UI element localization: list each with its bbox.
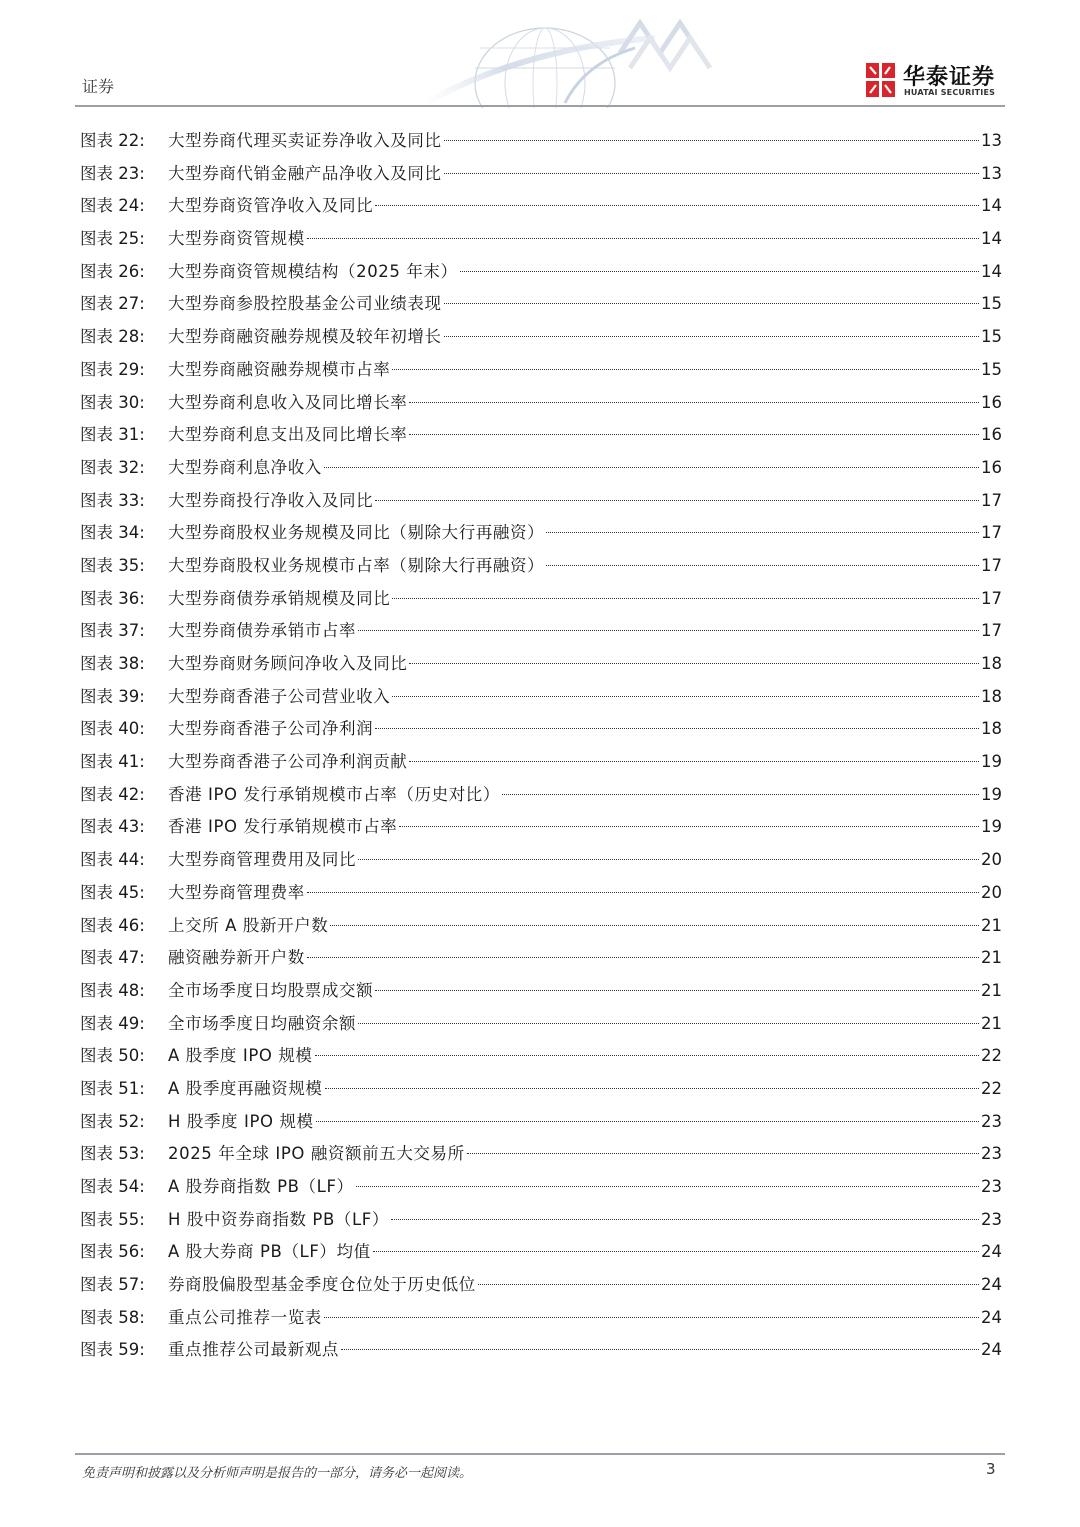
toc-entry-page[interactable]: 21 (981, 915, 1002, 935)
toc-entry-page[interactable]: 22 (981, 1046, 1002, 1066)
footer-divider (75, 1453, 1005, 1455)
toc-entry-page[interactable]: 23 (981, 1177, 1002, 1196)
toc-entry-page[interactable]: 23 (981, 1111, 1002, 1131)
toc-entry[interactable] (80, 975, 1002, 1008)
toc-entry-title[interactable]: 大型券商融资融券规模及较年初增长 (168, 327, 442, 347)
toc-entry[interactable] (80, 877, 1002, 910)
toc-entry-page[interactable]: 19 (981, 784, 1002, 804)
toc-entry[interactable] (80, 1138, 1002, 1171)
toc-entry-label: 图表 25: (80, 229, 145, 249)
toc-entry-page[interactable]: 14 (981, 229, 1002, 249)
toc-entry-title[interactable]: 大型券商资管规模结构（2025 年末） (168, 261, 458, 281)
toc-entry-title[interactable]: 香港 IPO 发行承销规模市占率 (168, 817, 398, 837)
toc-entry-label: 图表 51: (80, 1078, 145, 1098)
toc-entry[interactable] (80, 1269, 1002, 1302)
toc-dot-leader (392, 598, 979, 599)
toc-entry[interactable] (80, 713, 1002, 746)
toc-entry-title[interactable]: 券商股偏股型基金季度仓位处于历史低位 (168, 1275, 476, 1295)
toc-entry-title[interactable]: 大型券商管理费率 (168, 882, 305, 902)
toc-entry-label: 图表 42: (80, 784, 145, 804)
toc-entry-title[interactable]: 大型券商股权业务规模市占率（剔除大行再融资） (168, 555, 545, 575)
toc-entry-label: 图表 39: (80, 686, 145, 706)
toc-entry-label: 图表 26: (80, 261, 145, 281)
toc-entry-title[interactable]: 大型券商香港子公司净利润 (168, 719, 374, 739)
toc-entry-label: 图表 59: (80, 1340, 145, 1360)
toc-entry[interactable] (80, 288, 1002, 321)
toc-entry-page[interactable]: 15 (981, 359, 1002, 379)
toc-entry-title[interactable]: 融资融券新开户数 (168, 948, 305, 968)
logo-english-name: HUATAI SECURITIES (904, 88, 996, 97)
toc-entry[interactable] (80, 190, 1002, 223)
toc-dot-leader (375, 500, 979, 501)
toc-dot-leader (324, 1317, 979, 1318)
toc-entry-label: 图表 23: (80, 163, 145, 183)
toc-dot-leader (460, 271, 979, 272)
toc-entry[interactable] (80, 256, 1002, 289)
toc-entry-label: 图表 31: (80, 425, 145, 445)
toc-entry-title[interactable]: 大型券商债券承销市占率 (168, 621, 357, 641)
toc-dot-leader (330, 925, 979, 926)
toc-entry-label: 图表 58: (80, 1307, 145, 1327)
toc-entry-page[interactable]: 24 (981, 1307, 1002, 1327)
toc-entry-title[interactable]: 大型券商投行净收入及同比 (168, 490, 374, 510)
toc-dot-leader (409, 663, 979, 664)
toc-dot-leader (444, 303, 979, 304)
toc-entry-page[interactable]: 16 (981, 457, 1002, 477)
toc-entry-title[interactable]: 全市场季度日均融资余额 (168, 1013, 357, 1033)
toc-entry-title[interactable]: 大型券商利息净收入 (168, 457, 322, 477)
toc-dot-leader (358, 859, 979, 860)
toc-entry-label: 图表 30: (80, 392, 145, 412)
footer-disclaimer: 免责声明和披露以及分析师声明是报告的一部分，请务必一起阅读。 (82, 1466, 473, 1481)
toc-entry-page[interactable]: 21 (981, 1013, 1002, 1033)
toc-entry-label: 图表 46: (80, 915, 145, 935)
toc-entry[interactable] (80, 158, 1002, 191)
toc-entry-page[interactable]: 17 (981, 523, 1002, 543)
toc-entry-page[interactable]: 21 (981, 948, 1002, 968)
toc-dot-leader (325, 1088, 979, 1089)
toc-dot-leader (409, 402, 979, 403)
toc-entry-title[interactable]: A 股大券商 PB（LF）均值 (168, 1242, 371, 1262)
toc-entry-title[interactable]: 大型券商代销金融产品净收入及同比 (168, 163, 442, 183)
toc-entry-page[interactable]: 18 (981, 719, 1002, 739)
toc-entry-label: 图表 32: (80, 457, 145, 477)
toc-entry-label: 图表 57: (80, 1275, 145, 1295)
toc-entry[interactable] (80, 387, 1002, 420)
toc-entry-label: 图表 41: (80, 752, 145, 772)
toc-entry-title[interactable]: 大型券商融资融券规模市占率 (168, 359, 391, 379)
toc-entry[interactable] (80, 550, 1002, 583)
toc-dot-leader (324, 467, 979, 468)
toc-dot-leader (375, 728, 979, 729)
toc-entry-label: 图表 27: (80, 294, 145, 314)
toc-entry-page[interactable]: 18 (981, 654, 1002, 673)
toc-entry-title[interactable]: A 股季度 IPO 规模 (168, 1046, 313, 1066)
toc-entry-label: 图表 36: (80, 588, 145, 608)
toc-entry-label: 图表 24: (80, 196, 145, 216)
section-label: 证券 (82, 77, 115, 96)
toc-entry[interactable] (80, 811, 1002, 844)
toc-entry-label: 图表 44: (80, 850, 145, 870)
toc-entry-label: 图表 43: (80, 817, 145, 837)
toc-entry-title[interactable]: 大型券商财务顾问净收入及同比 (168, 654, 408, 673)
toc-entry-title[interactable]: H 股中资券商指数 PB（LF） (168, 1209, 389, 1229)
toc-entry-title[interactable]: 大型券商利息支出及同比增长率 (168, 425, 408, 445)
toc-entry-page[interactable]: 19 (981, 752, 1002, 772)
toc-dot-leader (444, 173, 979, 174)
header-divider (75, 105, 1005, 107)
toc-entry[interactable] (80, 223, 1002, 256)
toc-entry[interactable] (80, 419, 1002, 452)
toc-entry-title[interactable]: 香港 IPO 发行承销规模市占率（历史对比） (168, 784, 500, 804)
toc-dot-leader (392, 369, 979, 370)
toc-entry-title[interactable]: 重点公司推荐一览表 (168, 1307, 322, 1327)
toc-entry[interactable] (80, 779, 1002, 812)
toc-dot-leader (546, 565, 979, 566)
page-header (0, 0, 1080, 110)
toc-entry-title[interactable]: 大型券商管理费用及同比 (168, 850, 357, 870)
toc-entry-page[interactable]: 17 (981, 490, 1002, 510)
logo-chinese-name: 华泰证券 (903, 65, 996, 90)
toc-entry-title[interactable]: 上交所 A 股新开户数 (168, 915, 329, 935)
toc-dot-leader (467, 1153, 979, 1154)
toc-dot-leader (307, 238, 979, 239)
toc-dot-leader (373, 1251, 979, 1252)
toc-entry[interactable] (80, 517, 1002, 550)
toc-entry[interactable] (80, 1171, 1002, 1204)
toc-entry-title[interactable]: 大型券商香港子公司营业收入 (168, 686, 391, 706)
toc-entry-title[interactable]: 大型券商香港子公司净利润贡献 (168, 752, 408, 772)
toc-entry-label: 图表 53: (80, 1144, 145, 1164)
toc-entry[interactable] (80, 844, 1002, 877)
toc-entry[interactable] (80, 354, 1002, 387)
toc-entry-page[interactable]: 22 (981, 1078, 1002, 1098)
toc-entry-title[interactable]: H 股季度 IPO 规模 (168, 1111, 314, 1131)
toc-entry[interactable] (80, 681, 1002, 714)
toc-entry-page[interactable]: 17 (981, 588, 1002, 608)
toc-entry-label: 图表 48: (80, 980, 145, 1000)
toc-entry[interactable] (80, 746, 1002, 779)
toc-entry-page[interactable]: 17 (981, 621, 1002, 641)
toc-entry[interactable] (80, 910, 1002, 943)
toc-dot-leader (391, 1219, 979, 1220)
toc-dot-leader (375, 990, 979, 991)
toc-entry-page[interactable]: 16 (981, 425, 1002, 445)
toc-entry-label: 图表 47: (80, 948, 145, 968)
toc-entry-label: 图表 22: (80, 131, 145, 150)
toc-entry-page[interactable]: 15 (981, 294, 1002, 314)
toc-entry-page[interactable]: 13 (981, 163, 1002, 183)
toc-entry-title[interactable]: 全市场季度日均股票成交额 (168, 980, 374, 1000)
toc-dot-leader (307, 892, 979, 893)
toc-entry-label: 图表 35: (80, 555, 145, 575)
page-number: 3 (986, 1460, 996, 1478)
toc-entry[interactable] (80, 583, 1002, 616)
toc-entry-title[interactable]: 大型券商利息收入及同比增长率 (168, 392, 408, 412)
toc-entry[interactable] (80, 1106, 1002, 1139)
toc-dot-leader (502, 794, 979, 795)
toc-entry[interactable] (80, 1334, 1002, 1367)
toc-entry[interactable] (80, 1302, 1002, 1335)
toc-dot-leader (316, 1121, 979, 1122)
toc-entry[interactable] (80, 1204, 1002, 1237)
toc-entry-page[interactable]: 15 (981, 327, 1002, 347)
huatai-logo-icon (866, 63, 896, 97)
toc-entry-page[interactable]: 14 (981, 261, 1002, 281)
toc-entry-page[interactable]: 14 (981, 196, 1002, 216)
toc-dot-leader (307, 957, 979, 958)
toc-entry-page[interactable]: 18 (981, 686, 1002, 706)
toc-entry[interactable] (80, 1073, 1002, 1106)
toc-entry-label: 图表 50: (80, 1046, 145, 1066)
toc-entry[interactable] (80, 648, 1002, 681)
toc-entry-title[interactable]: 大型券商股权业务规模及同比（剔除大行再融资） (168, 523, 545, 543)
toc-entry-page[interactable]: 20 (981, 850, 1002, 870)
toc-entry-label: 图表 34: (80, 523, 145, 543)
toc-entry-title[interactable]: 大型券商债券承销规模及同比 (168, 588, 391, 608)
company-logo (866, 62, 1002, 100)
toc-dot-leader (315, 1055, 979, 1056)
toc-entry-page[interactable]: 20 (981, 882, 1002, 902)
toc-entry-label: 图表 29: (80, 359, 145, 379)
toc-entry-page[interactable]: 21 (981, 980, 1002, 1000)
toc-entry-label: 图表 28: (80, 327, 145, 347)
toc-dot-leader (409, 761, 979, 762)
toc-entry[interactable] (80, 485, 1002, 518)
toc-entry-label: 图表 55: (80, 1209, 145, 1229)
toc-dot-leader (341, 1349, 979, 1350)
toc-dot-leader (399, 826, 979, 827)
toc-entry-title[interactable]: A 股券商指数 PB（LF） (168, 1177, 354, 1196)
toc-entry[interactable] (80, 125, 1002, 158)
toc-dot-leader (392, 696, 979, 697)
toc-entry-page[interactable]: 23 (981, 1144, 1002, 1164)
toc-entry-label: 图表 56: (80, 1242, 145, 1262)
toc-entry[interactable] (80, 1008, 1002, 1041)
toc-entry[interactable] (80, 1040, 1002, 1073)
toc-entry-title[interactable]: A 股季度再融资规模 (168, 1078, 323, 1098)
toc-entry[interactable] (80, 1236, 1002, 1269)
toc-entry[interactable] (80, 615, 1002, 648)
toc-entry-page[interactable]: 24 (981, 1242, 1002, 1262)
toc-entry-label: 图表 40: (80, 719, 145, 739)
toc-entry[interactable] (80, 942, 1002, 975)
toc-dot-leader (444, 336, 979, 337)
toc-dot-leader (409, 434, 979, 435)
toc-entry-label: 图表 52: (80, 1111, 145, 1131)
toc-entry-label: 图表 38: (80, 654, 145, 673)
toc-entry-title[interactable]: 大型券商资管规模 (168, 229, 305, 249)
toc-dot-leader (546, 532, 979, 533)
toc-dot-leader (444, 140, 979, 141)
toc-entry[interactable] (80, 321, 1002, 354)
toc-dot-leader (358, 630, 979, 631)
toc-dot-leader (478, 1284, 979, 1285)
toc-entry-label: 图表 45: (80, 882, 145, 902)
toc-entry-page[interactable]: 16 (981, 392, 1002, 412)
toc-entry-page[interactable]: 24 (981, 1340, 1002, 1360)
toc-entry[interactable] (80, 452, 1002, 485)
toc-entry-title[interactable]: 大型券商资管净收入及同比 (168, 196, 374, 216)
toc-dot-leader (356, 1186, 979, 1187)
toc-dot-leader (375, 205, 979, 206)
toc-entry-page[interactable]: 24 (981, 1275, 1002, 1295)
toc-entry-title[interactable]: 大型券商代理买卖证券净收入及同比 (168, 131, 442, 150)
toc-entry-page[interactable]: 23 (981, 1209, 1002, 1229)
toc-entry-label: 图表 54: (80, 1177, 145, 1196)
toc-entry-label: 图表 33: (80, 490, 145, 510)
toc-entry-page[interactable]: 13 (981, 131, 1002, 150)
toc-entry-title[interactable]: 2025 年全球 IPO 融资额前五大交易所 (168, 1144, 465, 1164)
toc-entry-title[interactable]: 大型券商参股控股基金公司业绩表现 (168, 294, 442, 314)
toc-entry-page[interactable]: 17 (981, 555, 1002, 575)
table-of-figures (80, 125, 1002, 1367)
toc-entry-page[interactable]: 19 (981, 817, 1002, 837)
toc-entry-label: 图表 49: (80, 1013, 145, 1033)
toc-entry-title[interactable]: 重点推荐公司最新观点 (168, 1340, 339, 1360)
globe-graphic (405, 8, 725, 108)
toc-dot-leader (358, 1023, 979, 1024)
toc-entry-label: 图表 37: (80, 621, 145, 641)
